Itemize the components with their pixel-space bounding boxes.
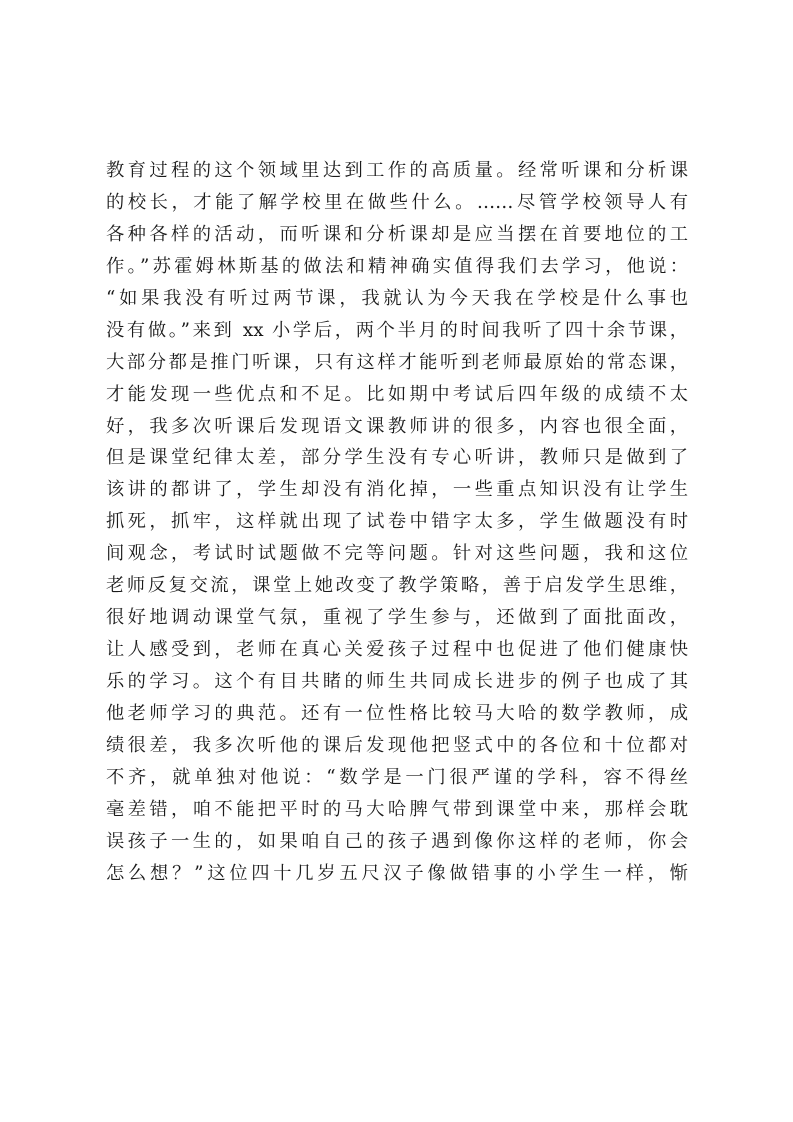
text-line: 让人感受到，老师在真心关爱孩子过程中也促进了他们健康快 bbox=[106, 639, 688, 661]
text-line: 很好地调动课堂气氛，重视了学生参与，还做到了面批面改， bbox=[106, 607, 688, 629]
text-line: 间观念，考试时试题做不完等问题。针对这些问题，我和这位 bbox=[106, 543, 688, 565]
text-line: 的校长，才能了解学校里在做些什么。……尽管学校领导人有 bbox=[106, 191, 688, 213]
text-line: 怎么想？”这位四十几岁五尺汉子像做错事的小学生一样，惭 bbox=[106, 862, 688, 884]
text-line: 误孩子一生的，如果咱自己的孩子遇到像你这样的老师，你会 bbox=[106, 830, 688, 852]
text-line: 好，我多次听课后发现语文课教师讲的很多，内容也很全面， bbox=[106, 415, 688, 437]
text-line: 绩很差，我多次听他的课后发现他把竖式中的各位和十位都对 bbox=[106, 734, 688, 756]
text-line: 教育过程的这个领域里达到工作的高质量。经常听课和分析课 bbox=[106, 160, 688, 181]
body-paragraph bbox=[106, 155, 688, 890]
text-line: 才能发现一些优点和不足。比如期中考试后四年级的成绩不太 bbox=[106, 383, 688, 405]
text-line: 各种各样的活动，而听课和分析课却是应当摆在首要地位的工 bbox=[106, 223, 688, 245]
text-line: 乐的学习。这个有目共睹的师生共同成长进步的例子也成了其 bbox=[106, 671, 688, 692]
text-line: 老师反复交流，课堂上她改变了教学策略，善于启发学生思维， bbox=[106, 575, 688, 597]
text-line: 该讲的都讲了，学生却没有消化掉，一些重点知识没有让学生 bbox=[106, 479, 688, 501]
text-line: “如果我没有听过两节课，我就认为今天我在学校是什么事也 bbox=[106, 287, 688, 309]
text-line: 抓死，抓牢，这样就出现了试卷中错字太多，学生做题没有时 bbox=[106, 511, 688, 533]
text-line: 但是课堂纪律太差，部分学生没有专心听讲，教师只是做到了 bbox=[106, 447, 688, 469]
text-line: 大部分都是推门听课，只有这样才能听到老师最原始的常态课， bbox=[106, 351, 688, 373]
text-line: 没有做。”来到 xx 小学后，两个半月的时间我听了四十余节课， bbox=[106, 319, 688, 341]
text-line: 他老师学习的典范。还有一位性格比较马大哈的数学教师，成 bbox=[106, 702, 688, 724]
text-line: 毫差错，咱不能把平时的马大哈脾气带到课堂中来，那样会耽 bbox=[106, 798, 688, 820]
text-line: 不齐，就单独对他说：“数学是一门很严谨的学科，容不得丝 bbox=[106, 766, 688, 788]
text-line: 作。”苏霍姆林斯基的做法和精神确实值得我们去学习，他说： bbox=[106, 255, 688, 277]
